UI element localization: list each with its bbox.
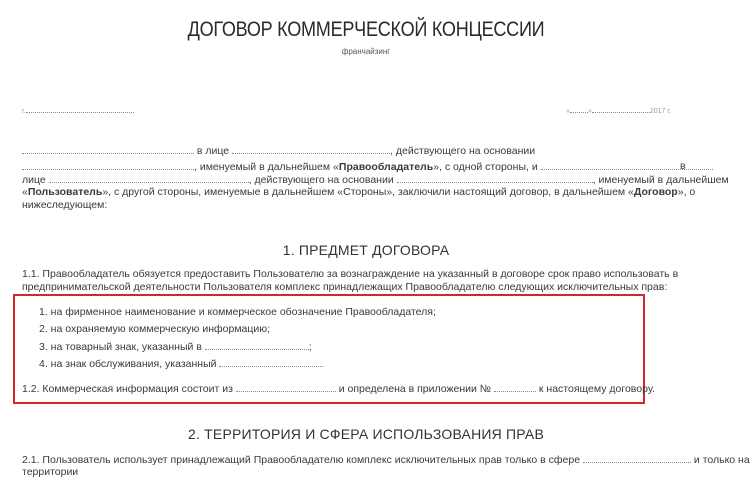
sphere-blank (583, 453, 691, 463)
clause-text: 1.2. Коммерческая информация состоит из (22, 383, 233, 395)
preamble-text: , действующего на основании (390, 145, 536, 157)
list-item-text: 4. на знак обслуживания, указанный (39, 358, 217, 370)
date-field (566, 103, 671, 115)
document-subtitle: франчайзинг (341, 47, 391, 56)
clause-2-1-line-2: территории (22, 466, 79, 478)
list-item-1: 1. на фирменное наименование и коммерческое обозначение Правообладателя; (39, 306, 436, 318)
party2-basis-blank (397, 173, 593, 183)
trademark-blank (205, 340, 309, 350)
clause-2-1-line-1 (22, 453, 750, 467)
party2-rep-blank (49, 173, 249, 183)
rightholder-term: Правообладатель (338, 161, 434, 173)
list-item-4 (39, 357, 323, 371)
preamble-line-3 (22, 173, 729, 187)
preamble-text: « (22, 186, 28, 198)
clause-text: и определена в приложении № (338, 383, 492, 395)
preamble-line-5: нижеследующем: (22, 199, 108, 211)
preamble-line-2 (22, 160, 713, 174)
preamble-text: », с одной стороны, и (433, 161, 538, 173)
party1-name-blank (22, 144, 194, 154)
list-item-2: 2. на охраняемую коммерческую информацию; (39, 323, 271, 335)
preamble-line-1 (22, 144, 535, 158)
month-blank (592, 103, 650, 113)
date-open-quote: « (566, 108, 570, 115)
preamble-line-2-end: в (680, 160, 686, 172)
party1-basis-blank (22, 160, 194, 170)
section-1-heading: 1. ПРЕДМЕТ ДОГОВОРА (282, 242, 450, 258)
preamble-text: , именуемый в дальнейшем (592, 174, 729, 186)
info-blank (236, 382, 336, 392)
clause-1-1-line-1: 1.1. Правообладатель обязуется предоставить Пользователю за вознаграждение на указанный в договоре срок право использовать в (22, 268, 679, 280)
preamble-text: », с другой стороны, именуемые в дальнейшем «Стороны», заключили настоящий договор, в дальнейшем « (102, 186, 634, 198)
year-label: 2017 г. (649, 108, 671, 115)
service-mark-blank (219, 357, 323, 367)
clause-text: к настоящему договору. (538, 383, 655, 395)
user-term: Пользователь (27, 186, 103, 198)
city-field (22, 103, 134, 115)
list-item-text: 3. на товарный знак, указанный в (39, 341, 202, 353)
preamble-text: », о (677, 186, 696, 198)
appendix-number-blank (494, 382, 536, 392)
list-item-text: ; (308, 341, 312, 353)
clause-1-2 (22, 382, 655, 396)
contract-term: Договор (633, 186, 678, 198)
clause-text: и только на (693, 454, 750, 466)
preamble-text: , именуемый в дальнейшем « (194, 161, 339, 173)
city-label: г. (22, 108, 26, 115)
document-title: ДОГОВОР КОММЕРЧЕСКОЙ КОНЦЕССИИ (187, 18, 545, 41)
city-blank (26, 103, 134, 113)
day-blank (570, 103, 588, 113)
preamble-text: в лице (196, 145, 230, 157)
party2-name-blank (541, 160, 713, 170)
section-2-heading: 2. ТЕРРИТОРИЯ И СФЕРА ИСПОЛЬЗОВАНИЯ ПРАВ (188, 426, 544, 442)
list-item-3 (39, 340, 312, 354)
party1-rep-blank (232, 144, 390, 154)
clause-1-1-line-2: предпринимательской деятельности Пользователя комплекс принадлежащих Правообладателю следующих исключительных прав: (22, 281, 668, 293)
preamble-line-4 (22, 186, 695, 199)
preamble-text: лице (22, 174, 46, 186)
date-close-quote: » (587, 108, 592, 115)
preamble-text: , действующего на основании (248, 174, 394, 186)
clause-text: 2.1. Пользователь использует принадлежащий Правообладателю комплекс исключительных прав только в сфере (22, 454, 581, 466)
